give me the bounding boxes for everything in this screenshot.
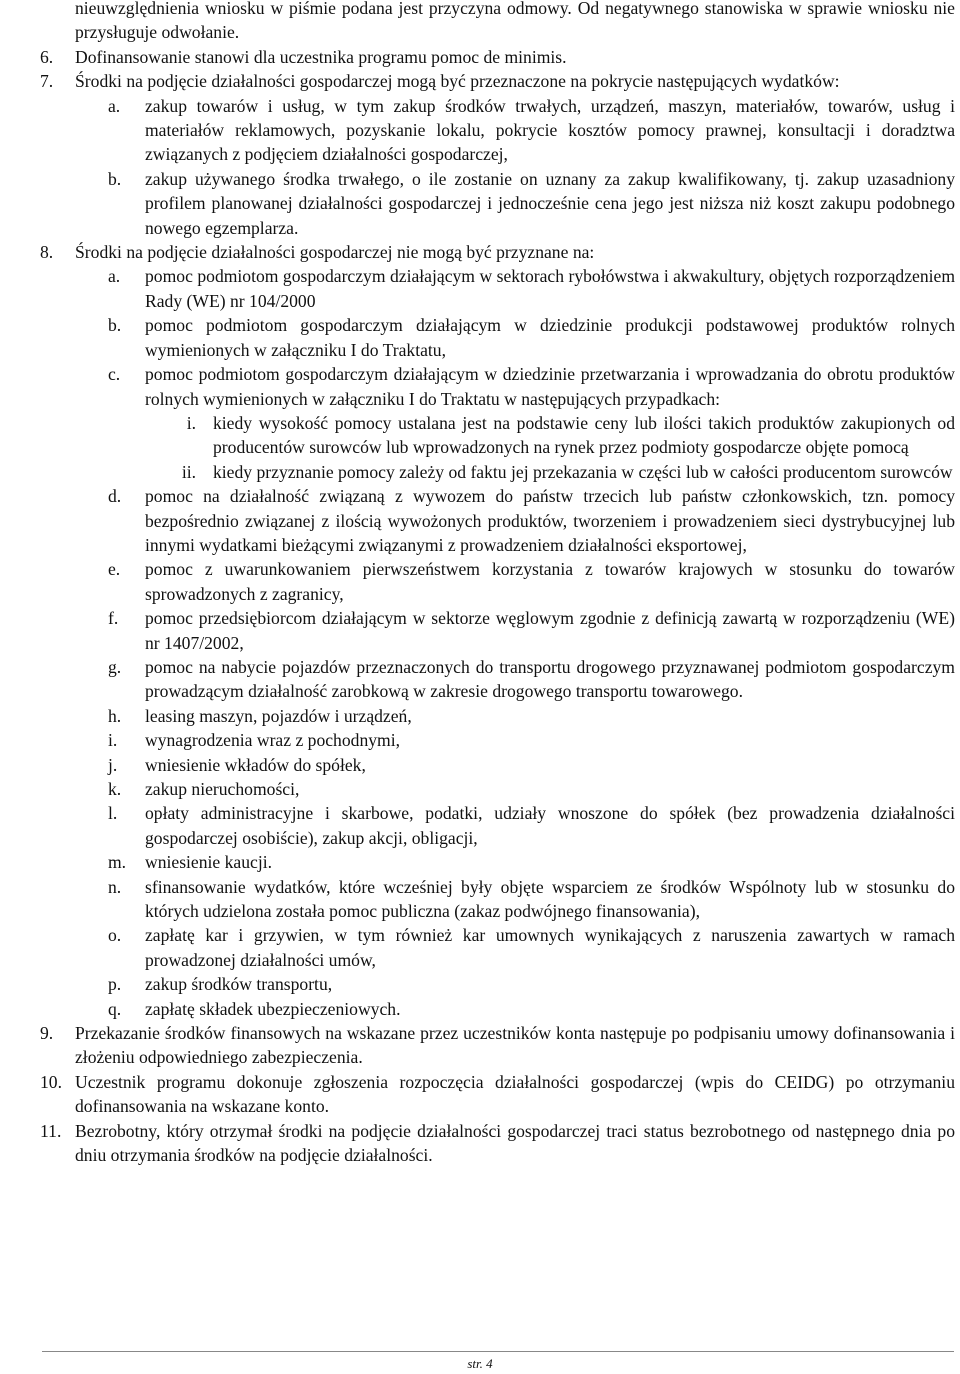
list-item	[0, 1021, 955, 1070]
item-number: o.	[108, 925, 122, 946]
item-number: k.	[108, 779, 122, 799]
item-number: m.	[108, 852, 127, 873]
item-number: l.	[108, 803, 118, 824]
item-text: kiedy wysokość pomocy ustalana jest na podstawie ceny lub ilości takich produktów zakupionych od producentów surowców lub wprowadzonych na rynek przez podmioty gospodarcze objęte pomocą	[213, 412, 955, 458]
continuation-paragraph: nieuwzględnienia wniosku w piśmie podana jest przyczyna odmowy. Od negatywnego stanowiska w sprawie wniosku nie przysługuje odwołanie.	[75, 0, 955, 43]
item-text: Dofinansowanie stanowi dla uczestnika programu pomoc de minimis.	[75, 46, 567, 67]
item-text: sfinansowanie wydatków, które wcześniej były objęte wsparciem ze środków Wspólnoty lub w stosunku do których udzielona została pomoc publiczna (zakaz podwójnego finansowania),	[145, 876, 955, 922]
sub-list-item	[0, 704, 955, 728]
item-number: c.	[108, 364, 121, 385]
list-item	[0, 1070, 955, 1119]
sub-list-item	[0, 997, 955, 1021]
sub-list-item	[0, 94, 955, 167]
list-item	[0, 69, 955, 93]
sub-list-item	[0, 753, 955, 777]
item-number: i.	[108, 730, 118, 751]
numbered-list	[0, 45, 960, 1168]
item-number: q.	[108, 998, 122, 1019]
item-number: h.	[108, 705, 122, 726]
item-number: a.	[108, 95, 121, 116]
item-text: wynagrodzenia wraz z pochodnymi,	[145, 730, 401, 751]
item-text: pomoc z uwarunkowaniem pierwszeństwem korzystania z towarów krajowych w stosunku do towarów sprowadzonych z zagranicy,	[145, 559, 955, 604]
item-number: 8.	[40, 242, 54, 263]
nested-list-item	[0, 460, 955, 484]
item-text: zakup używanego środka trwałego, o ile zostanie on uznany za zakup kwalifikowany, tj. zakup uzasadniony profilem planowanej działalności gospodarczej i jednocześnie cena jego jest niższa niż koszt zakupu podobnego nowego egzemplarza.	[145, 168, 955, 238]
item-number: i.	[186, 412, 196, 433]
item-number: 10.	[40, 1071, 62, 1092]
item-text: zapłatę kar i grzywien, w tym również kar umownych wynikających z naruszenia zawartych w ramach prowadzonej działalności umów,	[145, 925, 955, 970]
item-number: 11.	[40, 1120, 62, 1141]
sub-list-item	[0, 362, 955, 411]
sub-list-item	[0, 777, 955, 801]
item-text: zakup towarów i usług, w tym zakup środków trwałych, urządzeń, maszyn, materiałów, towarów, usług i materiałów reklamowych, pozyskanie lokalu, pokrycie kosztów pomocy prawnej, konsultacji i doradztwa związanych z podjęciem działalności gospodarczej,	[145, 95, 955, 165]
sub-list-item	[0, 167, 955, 240]
item-text: wniesienie wkładów do spółek,	[145, 754, 366, 775]
item-text: pomoc na nabycie pojazdów przeznaczonych do transportu drogowego przyznawanej podmiotom gospodarczym prowadzącym działalność zarobkową w zakresie drogowego transportu towarowego.	[145, 656, 955, 702]
item-text: Bezrobotny, który otrzymał środki na podjęcie działalności gospodarczej traci status bezrobotnego od następnego dnia po dniu otrzymania środków na podjęcie działalności.	[75, 1120, 955, 1166]
sub-list-item	[0, 801, 955, 850]
item-number: f.	[108, 608, 119, 629]
sub-list-item	[0, 923, 955, 972]
item-text: opłaty administracyjne i skarbowe, podatki, udziały wnoszone do spółek (bez prowadzenia działalności gospodarczej osobiście), zakup akcji, obligacji,	[145, 803, 955, 848]
list-item	[0, 1119, 955, 1168]
item-text: kiedy przyznanie pomocy zależy od faktu jej przekazania w części lub w całości producentom surowców	[213, 461, 953, 482]
item-number: p.	[108, 974, 122, 995]
item-text: pomoc przedsiębiorcom działającym w sektorze węglowym zgodnie z definicją zawartą w rozporządzeniu (WE) nr 1407/2002,	[145, 608, 955, 653]
item-number: a.	[108, 266, 121, 287]
item-number: 7.	[40, 71, 54, 92]
item-text: pomoc podmiotom gospodarczym działającym w dziedzinie produkcji podstawowej produktów rolnych wymienionych w załączniku I do Traktatu,	[145, 315, 955, 360]
item-text: leasing maszyn, pojazdów i urządzeń,	[145, 705, 412, 726]
item-number: e.	[108, 559, 121, 580]
sub-list-item	[0, 972, 955, 996]
item-text: zakup nieruchomości,	[145, 779, 300, 799]
item-text: wniesienie kaucji.	[145, 852, 273, 873]
item-number: j.	[108, 754, 118, 775]
item-text: Środki na podjęcie działalności gospodarczej mogą być przeznaczone na pokrycie następujących wydatków:	[75, 71, 840, 92]
item-number: 9.	[40, 1023, 54, 1044]
item-number: b.	[108, 315, 122, 336]
sub-list-item	[0, 484, 955, 557]
item-text: Uczestnik programu dokonuje zgłoszenia rozpoczęcia działalności gospodarczej (wpis do CEIDG) po otrzymaniu dofinansowania na wskazane konto.	[75, 1071, 955, 1117]
sub-list-item	[0, 850, 955, 874]
item-text: pomoc podmiotom gospodarczym działającym w dziedzinie przetwarzania i wprowadzania do obrotu produktów rolnych wymienionych w załączniku I do Traktatu w następujących przypadkach:	[145, 364, 955, 409]
sub-list-item	[0, 557, 955, 606]
item-number: ii.	[181, 461, 196, 482]
item-text: zapłatę składek ubezpieczeniowych.	[145, 998, 401, 1019]
sub-list-item	[0, 313, 955, 362]
footer-divider	[42, 1351, 954, 1352]
sub-list-item	[0, 875, 955, 924]
item-number: d.	[108, 486, 122, 507]
item-text: pomoc na działalność związaną z wywozem do państw trzecich lub państw członkowskich, tzn. pomocy bezpośrednio związanej z ilością wywożonych produktów, tworzeniem i prowadzeniem sieci dystrybucyjnej lub innymi wydatkami bieżącymi związanymi z prowadzeniem działalności eksportowej,	[145, 486, 955, 555]
item-number: b.	[108, 168, 122, 189]
page-number: str. 4	[467, 1356, 493, 1371]
item-text: Przekazanie środków finansowych na wskazane przez uczestników konta następuje po podpisaniu umowy dofinansowania i złożeniu odpowiedniego zabezpieczenia.	[75, 1023, 955, 1068]
sub-list-item	[0, 264, 955, 313]
sub-list-item	[0, 606, 955, 655]
sub-list-item	[0, 728, 955, 752]
list-item	[0, 240, 955, 264]
list-item	[0, 45, 955, 69]
sub-list-item	[0, 655, 955, 704]
item-number: g.	[108, 656, 122, 677]
item-text: pomoc podmiotom gospodarczym działającym w sektorach rybołówstwa i akwakultury, objętych rozporządzeniem Rady (WE) nr 104/2000	[145, 266, 955, 311]
item-text: zakup środków transportu,	[145, 974, 333, 995]
item-number: n.	[108, 876, 122, 897]
nested-list-item	[0, 411, 955, 460]
item-number: 6.	[40, 46, 54, 67]
item-text: Środki na podjęcie działalności gospodarczej nie mogą być przyznane na:	[75, 242, 595, 263]
